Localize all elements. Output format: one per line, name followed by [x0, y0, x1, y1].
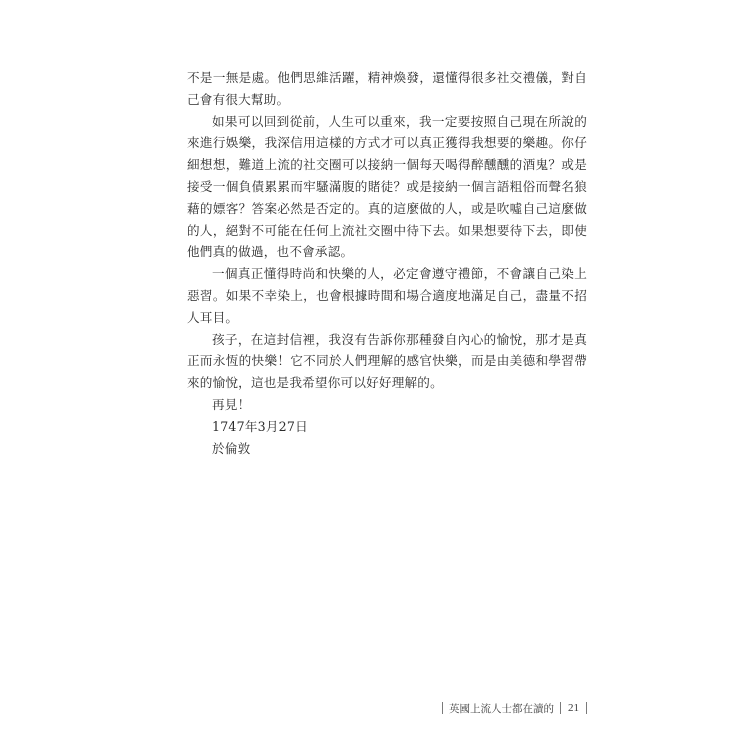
- farewell-line: 再見！: [212, 396, 251, 412]
- paragraph-1: 不是一無是處。他們思維活躍，精神煥發，還懂得很多社交禮儀，對自己會有很大幫助。: [187, 70, 587, 107]
- paragraph-4: 孩子，在這封信裡，我沒有告訴你那種發自內心的愉悅，那才是真正而永恆的快樂！它不同於人們理解的感官快樂，而是由美德和學習帶來的愉悅，這也是我希望你可以好好理解的。: [187, 331, 587, 391]
- page-number: 21: [568, 702, 579, 714]
- page-footer: [442, 699, 587, 717]
- paragraph-3: 一個真正懂得時尚和快樂的人，必定會遵守禮節，不會讓自己染上惡習。如果不幸染上，也會根據時間和場合適度地滿足自己，盡量不招人耳目。: [187, 266, 587, 325]
- paragraph-2: 如果可以回到從前，人生可以重來，我一定要按照自己現在所說的來進行娛樂，我深信用這樣的方式才可以真正獲得我想要的樂趣。你仔細想想，難道上流的社交圈可以接納一個每天喝得醉醺醺的酒鬼？或是接受一個負債累累而牢騷滿腹的賭徒？或是接納一個言語粗俗而聲名狼藉的嫖客？答案必然是否定的。真的這麼做的人，或是吹噓自己這麼做的人，絕對不可能在任何上流社交圈中待下去。如果想要待下去，即使他們真的做過，也不會承認。: [187, 113, 587, 260]
- letter-place: 於倫敦: [212, 440, 251, 456]
- letter-body: [187, 67, 587, 459]
- footer-divider-right: [586, 702, 587, 714]
- letter-date: 1747年3月27日: [212, 418, 308, 434]
- running-title: 英國上流人士都在讀的: [449, 702, 554, 715]
